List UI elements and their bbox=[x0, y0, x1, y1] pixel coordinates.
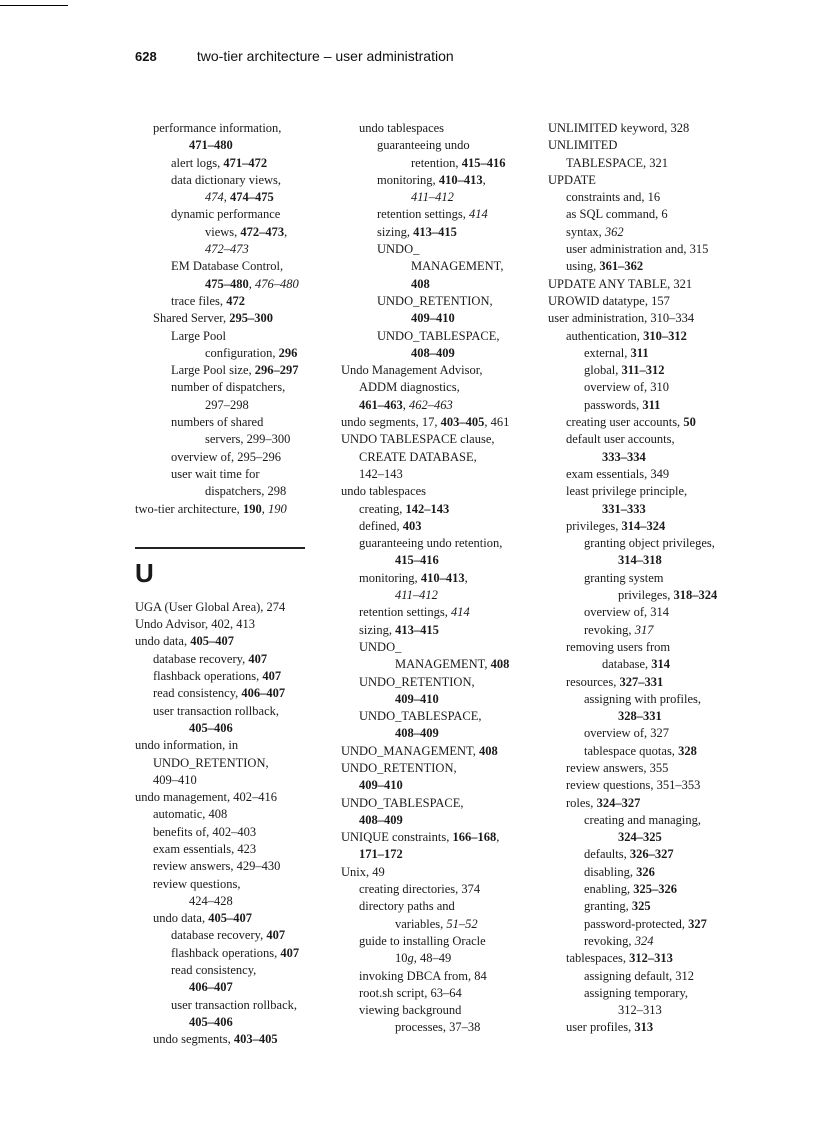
index-entry: 408–409 bbox=[359, 812, 403, 827]
index-entry: 314–318 bbox=[618, 553, 662, 568]
index-entry: assigning default, 312 bbox=[584, 968, 695, 983]
index-entry: 411–412 bbox=[411, 190, 454, 205]
index-entry: 171–172 bbox=[359, 847, 403, 862]
index-entry: revoking, 324 bbox=[584, 933, 654, 948]
index-entry: granting object privileges, bbox=[584, 536, 715, 551]
index-entry: 411–412 bbox=[395, 588, 438, 603]
index-entry: creating user accounts, 50 bbox=[566, 415, 696, 430]
index-entry: 312–313 bbox=[618, 1003, 662, 1018]
index-entry: tablespace quotas, 328 bbox=[584, 743, 697, 758]
index-entry: configuration, 296 bbox=[205, 345, 298, 360]
index-entry: retention settings, 414 bbox=[377, 207, 488, 222]
index-entry: undo management, 402–416 bbox=[135, 790, 277, 805]
index-entry: dispatchers, 298 bbox=[205, 484, 287, 499]
index-entry: UNDO_RETENTION, bbox=[341, 760, 457, 775]
index-entry: creating, 142–143 bbox=[359, 501, 450, 516]
index-entry: 475–480, 476–480 bbox=[205, 276, 299, 291]
index-entry: read consistency, bbox=[171, 963, 257, 978]
index-entry: roles, 324–327 bbox=[566, 795, 641, 810]
index-entry: 328–331 bbox=[618, 709, 662, 724]
index-entry: assigning temporary, bbox=[584, 985, 689, 1000]
index-entry: 472–473 bbox=[205, 242, 249, 257]
index-entry: guide to installing Oracle bbox=[359, 933, 486, 948]
index-entry: ADDM diagnostics, bbox=[359, 380, 460, 395]
index-entry: UNDO TABLESPACE clause, bbox=[341, 432, 495, 447]
index-entry: 405–406 bbox=[189, 1014, 233, 1029]
index-entry: least privilege principle, bbox=[566, 484, 688, 499]
index-entry: UNLIMITED bbox=[548, 138, 618, 153]
index-entry: overview of, 295–296 bbox=[171, 449, 282, 464]
index-entry: monitoring, 410–413, bbox=[377, 172, 486, 187]
index-entry: review answers, 429–430 bbox=[153, 859, 281, 874]
index-entry: using, 361–362 bbox=[566, 259, 644, 274]
index-entry: variables, 51–52 bbox=[395, 916, 478, 931]
index-entry: undo segments, 403–405 bbox=[153, 1032, 278, 1047]
index-entry: overview of, 310 bbox=[584, 380, 670, 395]
index-entry: root.sh script, 63–64 bbox=[359, 985, 462, 1000]
index-entry: sizing, 413–415 bbox=[359, 622, 439, 637]
index-entry: UNDO_TABLESPACE, bbox=[341, 795, 464, 810]
index-entry: UNLIMITED keyword, 328 bbox=[548, 121, 690, 135]
index-entry: granting, 325 bbox=[584, 899, 651, 914]
index-entry: 405–406 bbox=[189, 720, 233, 735]
entries-col3 bbox=[548, 120, 738, 1037]
index-entry: monitoring, 410–413, bbox=[359, 570, 468, 585]
index-entry: 409–410 bbox=[395, 691, 439, 706]
top-rule bbox=[0, 5, 68, 6]
index-entry: viewing background bbox=[359, 1003, 462, 1018]
index-entry: UNDO_RETENTION, bbox=[377, 293, 493, 308]
index-entry: user administration, 310–334 bbox=[548, 311, 695, 326]
index-entry: undo information, in bbox=[135, 738, 239, 753]
index-entry: MANAGEMENT, 408 bbox=[395, 657, 510, 672]
index-entry: 409–410 bbox=[411, 311, 455, 326]
running-head: two-tier architecture – user administration bbox=[196, 48, 454, 64]
index-entry: UGA (User Global Area), 274 bbox=[135, 599, 286, 614]
index-entry: global, 311–312 bbox=[584, 363, 665, 378]
index-entry: 408 bbox=[411, 276, 430, 291]
index-entry: review questions, bbox=[153, 876, 241, 891]
index-entry: benefits of, 402–403 bbox=[153, 824, 257, 839]
index-entry: database recovery, 407 bbox=[153, 651, 268, 666]
index-entry: 324–325 bbox=[618, 830, 662, 845]
index-column-1 bbox=[135, 120, 310, 1049]
index-entry: read consistency, 406–407 bbox=[153, 686, 286, 701]
index-entry: disabling, 326 bbox=[584, 864, 655, 879]
index-entry: invoking DBCA from, 84 bbox=[359, 968, 487, 983]
index-entry: 10g, 48–49 bbox=[395, 951, 452, 966]
index-entry: Unix, 49 bbox=[341, 864, 385, 879]
index-entry: UNDO_ bbox=[377, 242, 420, 257]
index-entry: user wait time for bbox=[171, 466, 260, 481]
index-entry: UNDO_ bbox=[359, 639, 402, 654]
index-entry: UPDATE bbox=[548, 172, 596, 187]
index-entry: UNDO_MANAGEMENT, 408 bbox=[341, 743, 498, 758]
index-entry: enabling, 325–326 bbox=[584, 882, 678, 897]
index-entry: alert logs, 471–472 bbox=[171, 155, 268, 170]
index-entry: tablespaces, 312–313 bbox=[566, 951, 673, 966]
index-entry: EM Database Control, bbox=[171, 259, 284, 274]
entries-t bbox=[135, 120, 310, 518]
index-entry: 333–334 bbox=[602, 449, 646, 464]
index-entry: flashback operations, 407 bbox=[153, 669, 282, 684]
section-letter: U bbox=[135, 557, 154, 588]
index-entry: 331–333 bbox=[602, 501, 646, 516]
index-entry: views, 472–473, bbox=[205, 224, 288, 239]
index-entry: overview of, 327 bbox=[584, 726, 670, 741]
index-entry: 406–407 bbox=[189, 980, 233, 995]
index-entry: retention, 415–416 bbox=[411, 155, 506, 170]
index-entry: Shared Server, 295–300 bbox=[153, 311, 273, 326]
index-entry: guaranteeing undo bbox=[377, 138, 470, 153]
index-entry: 424–428 bbox=[189, 893, 233, 908]
index-entry: CREATE DATABASE, bbox=[359, 449, 477, 464]
index-entry: 409–410 bbox=[153, 772, 197, 787]
index-entry: directory paths and bbox=[359, 899, 455, 914]
index-entry: creating and managing, bbox=[584, 812, 701, 827]
index-entry: 471–480 bbox=[189, 138, 233, 153]
index-entry: external, 311 bbox=[584, 345, 649, 360]
index-entry: automatic, 408 bbox=[153, 807, 228, 822]
index-entry: constraints and, 16 bbox=[566, 190, 661, 205]
index-entry: UNDO_RETENTION, bbox=[153, 755, 269, 770]
index-entry: undo tablespaces bbox=[359, 121, 445, 135]
index-entry: exam essentials, 349 bbox=[566, 466, 670, 481]
index-entry: default user accounts, bbox=[566, 432, 675, 447]
index-entry: dynamic performance bbox=[171, 207, 281, 222]
index-entry: privileges, 314–324 bbox=[566, 518, 666, 533]
index-entry: 409–410 bbox=[359, 778, 403, 793]
index-entry: undo segments, 17, 403–405, 461 bbox=[341, 415, 510, 430]
index-entry: retention settings, 414 bbox=[359, 605, 470, 620]
index-entry: authentication, 310–312 bbox=[566, 328, 687, 343]
index-entry: undo data, 405–407 bbox=[153, 911, 252, 926]
index-entry: removing users from bbox=[566, 639, 671, 654]
entries-col2 bbox=[341, 120, 526, 1037]
index-entry: undo data, 405–407 bbox=[135, 634, 234, 649]
index-entry: UNIQUE constraints, 166–168, bbox=[341, 830, 500, 845]
index-entry: flashback operations, 407 bbox=[171, 945, 300, 960]
index-entry: syntax, 362 bbox=[566, 224, 624, 239]
index-entry: database, 314 bbox=[602, 657, 671, 672]
page-header bbox=[135, 48, 454, 64]
index-entry: undo tablespaces bbox=[341, 484, 427, 499]
index-entry: 297–298 bbox=[205, 397, 249, 412]
index-entry: UNDO_RETENTION, bbox=[359, 674, 475, 689]
index-entry: servers, 299–300 bbox=[205, 432, 291, 447]
index-entry: performance information, bbox=[153, 121, 282, 135]
index-entry: TABLESPACE, 321 bbox=[566, 155, 669, 170]
index-entry: 408–409 bbox=[395, 726, 439, 741]
index-entry: 474, 474–475 bbox=[205, 190, 274, 205]
index-entry: processes, 37–38 bbox=[395, 1020, 481, 1035]
index-entry: user transaction rollback, bbox=[153, 703, 279, 718]
index-entry: review questions, 351–353 bbox=[566, 778, 701, 793]
index-entry: creating directories, 374 bbox=[359, 882, 481, 897]
index-entry: defaults, 326–327 bbox=[584, 847, 674, 862]
index-entry: as SQL command, 6 bbox=[566, 207, 668, 222]
index-entry: user transaction rollback, bbox=[171, 997, 297, 1012]
section-rule bbox=[135, 547, 305, 549]
index-entry: privileges, 318–324 bbox=[618, 588, 718, 603]
index-entry: user administration and, 315 bbox=[566, 242, 709, 257]
entries-u bbox=[135, 599, 310, 1049]
index-entry: database recovery, 407 bbox=[171, 928, 286, 943]
index-entry: password-protected, 327 bbox=[584, 916, 707, 931]
index-entry: guaranteeing undo retention, bbox=[359, 536, 503, 551]
index-entry: review answers, 355 bbox=[566, 760, 669, 775]
page-number: 628 bbox=[135, 49, 157, 64]
index-entry: MANAGEMENT, bbox=[411, 259, 504, 274]
index-entry: overview of, 314 bbox=[584, 605, 670, 620]
index-entry: 461–463, 462–463 bbox=[359, 397, 453, 412]
index-entry: UPDATE ANY TABLE, 321 bbox=[548, 276, 693, 291]
index-entry: UNDO_TABLESPACE, bbox=[359, 709, 482, 724]
index-entry: granting system bbox=[584, 570, 664, 585]
index-entry: Undo Management Advisor, bbox=[341, 363, 483, 378]
index-entry: 142–143 bbox=[359, 466, 403, 481]
index-entry: UNDO_TABLESPACE, bbox=[377, 328, 500, 343]
index-entry: trace files, 472 bbox=[171, 293, 245, 308]
index-entry: Large Pool size, 296–297 bbox=[171, 363, 299, 378]
index-column-3 bbox=[548, 120, 738, 1037]
index-entry: data dictionary views, bbox=[171, 172, 282, 187]
index-entry: assigning with profiles, bbox=[584, 691, 702, 706]
index-entry: two-tier architecture, 190, 190 bbox=[135, 501, 287, 516]
index-entry: number of dispatchers, bbox=[171, 380, 286, 395]
index-entry: numbers of shared bbox=[171, 415, 264, 430]
index-entry: 415–416 bbox=[395, 553, 439, 568]
index-entry: revoking, 317 bbox=[584, 622, 654, 637]
index-entry: resources, 327–331 bbox=[566, 674, 664, 689]
index-entry: passwords, 311 bbox=[584, 397, 661, 412]
index-entry: sizing, 413–415 bbox=[377, 224, 457, 239]
index-entry: Undo Advisor, 402, 413 bbox=[135, 617, 255, 632]
index-column-2 bbox=[341, 120, 526, 1037]
index-entry: exam essentials, 423 bbox=[153, 841, 257, 856]
index-entry: user profiles, 313 bbox=[566, 1020, 654, 1035]
index-entry: Large Pool bbox=[171, 328, 226, 343]
index-entry: 408–409 bbox=[411, 345, 455, 360]
index-entry: defined, 403 bbox=[359, 518, 422, 533]
index-entry: UROWID datatype, 157 bbox=[548, 293, 670, 308]
